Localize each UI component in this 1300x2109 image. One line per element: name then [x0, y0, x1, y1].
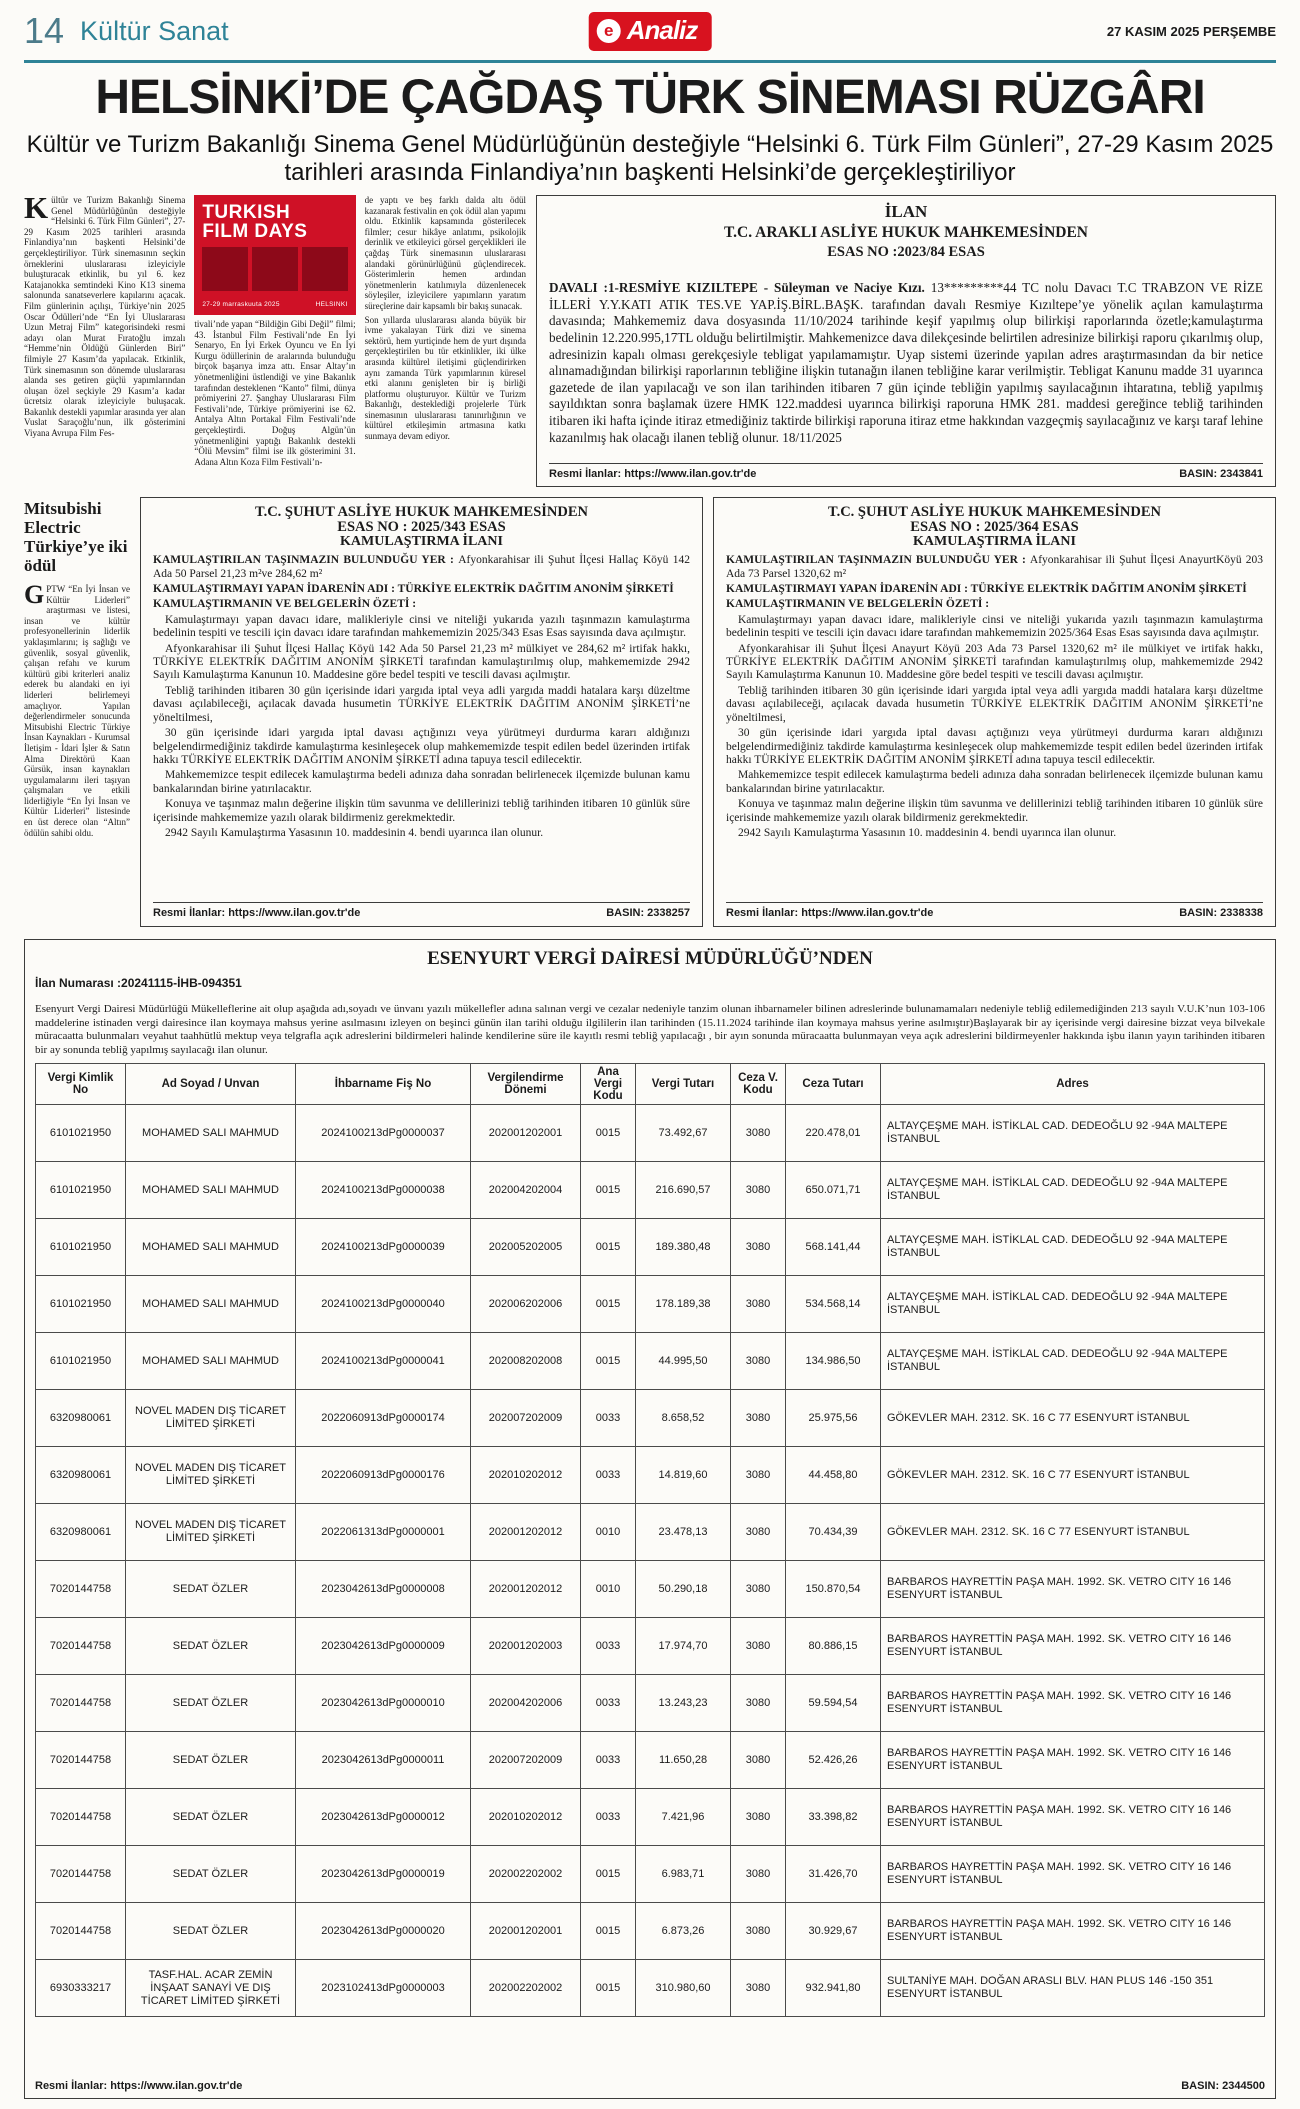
- table-cell: 31.426,70: [786, 1846, 881, 1903]
- table-cell: 7020144758: [36, 1903, 126, 1960]
- dropcap: K: [24, 195, 49, 225]
- press-code: BASIN: 2338257: [606, 906, 690, 919]
- table-cell: 6320980061: [36, 1447, 126, 1504]
- table-cell: 7020144758: [36, 1789, 126, 1846]
- main-headline: HELSİNKİ’DE ÇAĞDAŞ TÜRK SİNEMASI RÜZGÂRI: [95, 71, 1205, 124]
- table-row: [36, 1561, 1265, 1618]
- table-cell: 3080: [731, 1504, 786, 1561]
- table-row: [36, 1789, 1265, 1846]
- table-cell: SEDAT ÖZLER: [126, 1903, 296, 1960]
- table-cell: 44.995,50: [636, 1333, 731, 1390]
- column-header: Vergi Kimlik No: [36, 1064, 126, 1105]
- table-cell: ALTAYÇEŞME MAH. İSTİKLAL CAD. DEDEOĞLU 92 -94A MALTEPE İSTANBUL: [881, 1333, 1265, 1390]
- table-cell: SEDAT ÖZLER: [126, 1789, 296, 1846]
- masthead: [24, 6, 1276, 56]
- tax-table: [35, 1063, 1265, 2017]
- table-cell: NOVEL MADEN DIŞ TİCARET LİMİTED ŞİRKETİ: [126, 1504, 296, 1561]
- table-cell: 202006202006: [471, 1276, 581, 1333]
- table-cell: 3080: [731, 1105, 786, 1162]
- notice-number: İlan Numarası :20241115-İHB-094351: [35, 976, 242, 990]
- official-ads-link[interactable]: Resmi İlanlar: https://www.ilan.gov.tr'de: [153, 906, 361, 919]
- official-ads-link[interactable]: Resmi İlanlar: https://www.ilan.gov.tr'de: [35, 2080, 243, 2092]
- table-cell: 3080: [731, 1846, 786, 1903]
- table-cell: 3080: [731, 1219, 786, 1276]
- table-cell: 11.650,28: [636, 1732, 731, 1789]
- table-cell: 202001202001: [471, 1903, 581, 1960]
- notice-body: [549, 280, 1263, 446]
- table-cell: BARBAROS HAYRETTİN PAŞA MAH. 1992. SK. VETRO CITY 16 146 ESENYURT İSTANBUL: [881, 1903, 1265, 1960]
- table-cell: 3080: [731, 1276, 786, 1333]
- table-cell: 0015: [581, 1960, 636, 2017]
- table-cell: 0015: [581, 1276, 636, 1333]
- table-cell: 2023042613dPg0000019: [296, 1846, 471, 1903]
- table-cell: 73.492,67: [636, 1105, 731, 1162]
- table-header-row: [36, 1064, 1265, 1105]
- table-cell: 0015: [581, 1846, 636, 1903]
- table-row: [36, 1219, 1265, 1276]
- tax-office-notice: [24, 939, 1276, 2099]
- article-column-1: [24, 195, 185, 487]
- table-row: [36, 1960, 1265, 2017]
- official-ads-link[interactable]: Resmi İlanlar: https://www.ilan.gov.tr'de: [726, 906, 934, 919]
- table-cell: 0033: [581, 1447, 636, 1504]
- table-row: [36, 1162, 1265, 1219]
- table-cell: 202004202004: [471, 1162, 581, 1219]
- notice-paragraph: Kamulaştırmayı yapan davacı idare, malikleriyle cinsi ve niteliği yukarıda yazılı taşınmazın kamulaştırma bedelinin tespiti ve tescili için davacı idare tarafından mahkememizin 2025/343 Esas Esas sayısında dava açılmıştır.: [153, 613, 690, 640]
- table-cell: 0033: [581, 1789, 636, 1846]
- sidebar-title: Mitsubishi Electric Türkiye’ye iki ödül: [24, 499, 128, 575]
- poster-city: HELSINKI: [315, 301, 348, 309]
- table-cell: 2024100213dPg0000038: [296, 1162, 471, 1219]
- table-cell: 0015: [581, 1903, 636, 1960]
- table-cell: 0015: [581, 1162, 636, 1219]
- table-cell: 50.290,18: [636, 1561, 731, 1618]
- table-cell: 568.141,44: [786, 1219, 881, 1276]
- table-cell: 3080: [731, 1447, 786, 1504]
- table-cell: SEDAT ÖZLER: [126, 1846, 296, 1903]
- notice-footer: [549, 463, 1263, 480]
- table-cell: 202007202009: [471, 1390, 581, 1447]
- article-text: ültür ve Turizm Bakanlığı Sinema Genel Müdürlüğünün desteğiyle “Helsinki 6. Türk Film Günleri”, 27-29 Kasım 2025 tarihleri arasında Finlandiya’nın başkenti Helsinki’de gerçekleştiriliyor. Türk sinemasının seçkin örneklerini uluslararası izleyiciyle buluşturacak etkinlik, bu yıl 6. kez Katajanokka semtindeki Kino K13 sinema salonunda sanatseverlere kapılarını açacak. Film günlerinin açılışı, Türkiye’nin 2025 Oscar Ödülleri’nde “En İyi Uluslararası Uzun Metraj Film” kategorisindeki resmi adayı olan Murat Fıratoğlu imzalı “Hemme’nin Öldüğü Günlerden Biri” filmiyle 27 Kasım’da yapılacak. Etkinlik, Türk sinemasının son dönemde uluslararası alanda ses getiren güçlü yapımlarından oluşan özel seçkiyle 29 Kasım’a kadar ücretsiz olarak izleyiciyle buluşacak. Bakanlık destekli yapımlar arasında yer alan Vuslat Saraçoğlu’nun, ilk gösterimini Viyana Avrupa Film Fes-: [24, 195, 186, 439]
- table-cell: 7020144758: [36, 1732, 126, 1789]
- authority-line: KAMULAŞTIRMAYI YAPAN İDARENİN ADI : TÜRKİYE ELEKTRİK DAĞITIM ANONİM ŞİRKETİ: [153, 583, 674, 596]
- article-text: tivali’nde yapan “Bildiğin Gibi Değil” filmi; 43. İstanbul Film Festivali’nde En İyi Senaryo, En İyi Erkek Oyuncu ve En İyi Kurgu ödüllerinin de aralarında bulunduğu birçok başarıya imza attı. Ensar Altay’ın yönetmenliğini üstlendiği ve yine Bakanlık tarafından desteklenen “Kanto” filmi, dünya prömiyerini 27. Şanghay Uluslararası Film Festivali’nde, Türkiye prömiyerini ise 62. Antalya Altın Portakal Film Festivali’nde gerçekleştirdi. Doğuş Algün’ün yönetmenliğini yaptığı Bakanlık destekli “Ölü Mevsim” filmi ise ilk gösterimini 31. Adana Altın Koza Film Festivali’n-: [194, 319, 356, 467]
- column-header: Ad Soyad / Unvan: [126, 1064, 296, 1105]
- case-number: ESAS NO : 2025/364 ESAS: [910, 519, 1079, 536]
- column-header: Ceza Tutarı: [786, 1064, 881, 1105]
- table-cell: SEDAT ÖZLER: [126, 1675, 296, 1732]
- dropcap: G: [24, 580, 45, 609]
- table-cell: GÖKEVLER MAH. 2312. SK. 16 C 77 ESENYURT İSTANBUL: [881, 1504, 1265, 1561]
- column-header: Ana Vergi Kodu: [581, 1064, 636, 1105]
- table-cell: 202010202012: [471, 1789, 581, 1846]
- table-cell: 52.426,26: [786, 1732, 881, 1789]
- table-cell: 14.819,60: [636, 1447, 731, 1504]
- table-cell: 6101021950: [36, 1105, 126, 1162]
- notice-label: İLAN: [884, 202, 928, 221]
- table-cell: 7020144758: [36, 1561, 126, 1618]
- table-cell: ALTAYÇEŞME MAH. İSTİKLAL CAD. DEDEOĞLU 92 -94A MALTEPE İSTANBUL: [881, 1162, 1265, 1219]
- table-cell: MOHAMED SALI MAHMUD: [126, 1219, 296, 1276]
- table-cell: 70.434,39: [786, 1504, 881, 1561]
- poster-footer: [202, 300, 347, 311]
- table-cell: ALTAYÇEŞME MAH. İSTİKLAL CAD. DEDEOĞLU 92 -94A MALTEPE İSTANBUL: [881, 1276, 1265, 1333]
- table-cell: BARBAROS HAYRETTİN PAŞA MAH. 1992. SK. VETRO CITY 16 146 ESENYURT İSTANBUL: [881, 1675, 1265, 1732]
- table-cell: ALTAYÇEŞME MAH. İSTİKLAL CAD. DEDEOĞLU 92 -94A MALTEPE İSTANBUL: [881, 1219, 1265, 1276]
- table-cell: 7020144758: [36, 1846, 126, 1903]
- logo-emblem-icon: e: [597, 19, 621, 43]
- poster-title-line1: TURKISH: [202, 202, 291, 223]
- sidebar-body: [24, 580, 130, 838]
- table-row: [36, 1504, 1265, 1561]
- table-cell: 202007202009: [471, 1732, 581, 1789]
- court-name: T.C. ŞUHUT ASLİYE HUKUK MAHKEMESİNDEN: [827, 504, 1162, 520]
- press-code: BASIN: 2343841: [1179, 468, 1263, 480]
- table-cell: 59.594,54: [786, 1675, 881, 1732]
- table-cell: 13.243,23: [636, 1675, 731, 1732]
- authority-line: KAMULAŞTIRMAYI YAPAN İDARENİN ADI : TÜRKİYE ELEKTRİK DAĞITIM ANONİM ŞİRKETİ: [726, 583, 1247, 596]
- table-cell: BARBAROS HAYRETTİN PAŞA MAH. 1992. SK. VETRO CITY 16 146 ESENYURT İSTANBUL: [881, 1561, 1265, 1618]
- notice-footer: [35, 2076, 1265, 2092]
- tax-notice-intro: Esenyurt Vergi Dairesi Müdürlüğü Mükelleflerine ait olup aşağıda adı,soyadı ve ünvanı yazılı mükellefler adına salınan vergi ve cezalar nedeniyle tanzim olunan ihbarnameler bilinen adreslerinde bulunamamaları nedeniyle tebliğ edilemediğinden 213 sayılı V.U.K’nun 103-106 maddelerine istinaden vergi dairesince ilan koymaya mahsus yerine asılmasını izleyen on beşinci günün ilan tarihi olduğu ilgililerin ilan tarihinden (15.11.2024 tarihinde ilan koymaya mahsus yerine asılmıştır)Başlayarak bir ay içerisinde vergi dairesine bizzat veya bilvekale müracaatta bulunmaları veyahut taahhütlü mektup veya telgrafla açık adreslerini bildirmeleri halinde kendilerine süre ile kayıtlı resmi tebliğ yapılacağı , bir ayın sonunda müracaatta bulunmayan veya açık adreslerini bildirmeyenler hakkında işbu ilanın yayın tarihinden itibaren bir ay sonunda tebliğ yapılmış sayılacağı ilan olunur.: [35, 1003, 1265, 1056]
- table-cell: 0033: [581, 1732, 636, 1789]
- table-cell: 0033: [581, 1618, 636, 1675]
- table-row: [36, 1732, 1265, 1789]
- table-cell: GÖKEVLER MAH. 2312. SK. 16 C 77 ESENYURT İSTANBUL: [881, 1390, 1265, 1447]
- poster-dates: 27-29 marraskuuta 2025: [202, 301, 280, 309]
- notice-paragraph: Mahkememizce tespit edilecek kamulaştırma bedeli adınıza daha sonradan belirlenecek ilçemizde bulunan kamu bankalarından birine yatırılacaktır.: [153, 769, 690, 795]
- table-cell: 3080: [731, 1960, 786, 2017]
- official-ads-link[interactable]: Resmi İlanlar: https://www.ilan.gov.tr'de: [549, 468, 757, 480]
- table-cell: 2022060913dPg0000174: [296, 1390, 471, 1447]
- table-cell: BARBAROS HAYRETTİN PAŞA MAH. 1992. SK. VETRO CITY 16 146 ESENYURT İSTANBUL: [881, 1732, 1265, 1789]
- notice-paragraph: Konuya ve taşınmaz malın değerine ilişkin tüm savunma ve delillerinizi tebliğ tarihinden itibaren 10 günlük süre içerisinde mahkememize yazılı olarak bildirmeniz gerekmektedir.: [153, 798, 690, 824]
- notice-paragraph: Mahkememizce tespit edilecek kamulaştırma bedeli adınıza daha sonradan belirlenecek ilçemizde bulunan kamu bankalarından birine yatırılacaktır.: [726, 769, 1263, 795]
- table-cell: ALTAYÇEŞME MAH. İSTİKLAL CAD. DEDEOĞLU 92 -94A MALTEPE İSTANBUL: [881, 1105, 1265, 1162]
- table-cell: SEDAT ÖZLER: [126, 1561, 296, 1618]
- notice-text: 13*********44 TC nolu Davacı T.C TRABZON VE RİZE İLLERİ Y.Y.KATI ATIK TES.VE YAP.İŞ.BİRL.BAŞK. tarafından davalı Resmiye Kızıltepe’ye yönelik açılan kamulaştırma davasında; Mahkememiz dava dosyasında 11/10/2024 tarihinde keşif yapılmış olup bilirkişi raporlarında özetle;kamulaştırma bedelinin 12.220.995,17TL olduğu belirtilmiştir. Mahkemenizce dava dilekçesinde belirtilen adresinize bilirkişi raporu çıkarılmış olup, adresinizin kapalı olması gerekçesiyle tebligat yapılamamıştır. Uyap sistemi üzerinde yapılan adres araştırmasından da bir netice alınamadığından bilirkişi raporlarının tebliğine ilişkin tutanağın ilanen tebliğine karar verilmiştir. Tebligat Kanunu madde 31 uyarınca gazetede de ilan yapılacağı ve son ilan tarihinden itibaren 7 gün içinde tebliğin yapılmış sayılacağının ihtaratına, tebliğ yapılmış sayıldıktan sonra başlamak üzere HMK 122.maddesi uyarınca bilirkişi raporuna HMK 281. maddesi gereğince tebliğ tarihinden itibaren iki hafta içinde itiraz etmediğiniz taktirde bilirkişi raporuna itiraz etme hakkından vazgeçmiş sayılacağınız ve karşı taraf lehine kazanılmış hak olacağı ilanen tebliğ olunur. 18/11/2025: [549, 280, 1263, 445]
- table-cell: 650.071,71: [786, 1162, 881, 1219]
- table-cell: 202010202012: [471, 1447, 581, 1504]
- table-cell: 202004202006: [471, 1675, 581, 1732]
- logo-text: Analiz: [626, 15, 698, 45]
- table-cell: 534.568,14: [786, 1276, 881, 1333]
- notice-paragraph: 30 gün içerisinde idari yargıda iptal davası açtığınızı veya yürütmeyi durdurma kararı aldığınızı belgelendirmediğiniz takdirde kamulaştırma kesinleşecek olup mahkememizde tespit edilen bedel üzerinden irtifak hakkı TÜRKİYE ELEKTRİK DAĞITIM ANONİM ŞİRKETİ adına tapuya tescil edilecektir.: [726, 727, 1263, 766]
- table-cell: 6101021950: [36, 1276, 126, 1333]
- table-cell: 3080: [731, 1789, 786, 1846]
- table-cell: 202005202005: [471, 1219, 581, 1276]
- table-cell: 202002202002: [471, 1846, 581, 1903]
- table-cell: 202001202012: [471, 1504, 581, 1561]
- table-cell: 25.975,56: [786, 1390, 881, 1447]
- table-cell: 30.929,67: [786, 1903, 881, 1960]
- notice-paragraph: 30 gün içerisinde idari yargıda iptal davası açtığınızı veya yürütmeyi durdurma kararı aldığınızı belgelendirmediğiniz takdirde kamulaştırma kesinleşecek olup mahkememizde tespit edilen bedel üzerinden irtifak hakkı TÜRKİYE ELEKTRİK DAĞITIM ANONİM ŞİRKETİ adına tapuya tescil edilecektir.: [153, 727, 690, 766]
- table-cell: 6101021950: [36, 1219, 126, 1276]
- table-cell: 0010: [581, 1504, 636, 1561]
- table-cell: 0033: [581, 1390, 636, 1447]
- table-cell: 2023102413dPg0000003: [296, 1960, 471, 2017]
- table-cell: 216.690,57: [636, 1162, 731, 1219]
- table-cell: MOHAMED SALI MAHMUD: [126, 1105, 296, 1162]
- table-cell: 202002202002: [471, 1960, 581, 2017]
- issue-date: 27 KASIM 2025 PERŞEMBE: [1106, 23, 1276, 39]
- notice-type: KAMULAŞTIRMA İLANI: [913, 533, 1076, 549]
- table-cell: 17.974,70: [636, 1618, 731, 1675]
- table-cell: 0010: [581, 1561, 636, 1618]
- table-cell: 220.478,01: [786, 1105, 881, 1162]
- table-cell: 6.873,26: [636, 1903, 731, 1960]
- notice-paragraph: Konuya ve taşınmaz malın değerine ilişkin tüm savunma ve delillerinizi tebliğ tarihinden itibaren 10 günlük süre içerisinde mahkememize yazılı olarak bildirmeniz gerekmektedir.: [726, 798, 1263, 824]
- table-cell: 3080: [731, 1390, 786, 1447]
- article-text: Son yıllarda uluslararası alanda büyük bir ivme yakalayan Türk dizi ve sinema sektörü, hem yurtiçinde hem de yurt dışında gerçekleştirilen bu tür etkinlikler, iki ülke arasında kültürel iletişimi güçlendirirken aynı zamanda Türk yapımlarının küresel etki alanını genişleten bir iş birliği platformu oluşturuyor. Kültür ve Turizm Bakanlığı, desteklediği projelerle Türk sinemasının uluslararası tanınırlığının ve kültürel etkileşimin artmasına katkı sunmaya devam ediyor.: [364, 314, 526, 442]
- table-cell: NOVEL MADEN DIŞ TİCARET LİMİTED ŞİRKETİ: [126, 1390, 296, 1447]
- table-cell: SEDAT ÖZLER: [126, 1732, 296, 1789]
- table-cell: BARBAROS HAYRETTİN PAŞA MAH. 1992. SK. VETRO CITY 16 146 ESENYURT İSTANBUL: [881, 1846, 1265, 1903]
- expropriation-notice-364: [713, 497, 1276, 927]
- summary-label: KAMULAŞTIRMANIN VE BELGELERİN ÖZETİ :: [153, 598, 417, 611]
- table-cell: 178.189,38: [636, 1276, 731, 1333]
- article-column-2: [194, 195, 355, 487]
- poster-title-line2: FILM DAYS: [202, 221, 308, 242]
- page-number: 14: [24, 10, 65, 51]
- table-row: [36, 1846, 1265, 1903]
- film-days-poster: [194, 195, 355, 315]
- notice-footer: [153, 902, 690, 920]
- table-cell: 150.870,54: [786, 1561, 881, 1618]
- table-cell: 2024100213dPg0000040: [296, 1276, 471, 1333]
- table-row: [36, 1333, 1265, 1390]
- table-cell: 33.398,82: [786, 1789, 881, 1846]
- table-row: [36, 1105, 1265, 1162]
- notice-paragraph: 2942 Sayılı Kamulaştırma Yasasının 10. maddesinin 4. bendi uyarınca ilan olunur.: [165, 826, 544, 839]
- table-cell: 3080: [731, 1618, 786, 1675]
- table-cell: BARBAROS HAYRETTİN PAŞA MAH. 1992. SK. VETRO CITY 16 146 ESENYURT İSTANBUL: [881, 1618, 1265, 1675]
- table-cell: MOHAMED SALI MAHMUD: [126, 1162, 296, 1219]
- table-cell: 2022060913dPg0000176: [296, 1447, 471, 1504]
- middle-section: [24, 497, 1276, 927]
- table-cell: 310.980,60: [636, 1960, 731, 2017]
- table-cell: 134.986,50: [786, 1333, 881, 1390]
- table-cell: 0015: [581, 1333, 636, 1390]
- table-row: [36, 1903, 1265, 1960]
- subheadline: Kültür ve Turizm Bakanlığı Sinema Genel Müdürlüğünün desteğiyle “Helsinki 6. Türk Film Günleri”, 27-29 Kasım 2025 tarihleri arasında Finlandiya’nın başkenti Helsinki’de gerçekleştiriliyor: [26, 131, 1274, 186]
- column-header: Vergilendirme Dönemi: [471, 1064, 581, 1105]
- legal-notice-arakli: [536, 195, 1276, 487]
- location-line: KAMULAŞTIRILAN TAŞINMAZIN BULUNDUĞU YER : Afyonkarahisar ili Şuhut İlçesi Hallaç Köyü 142 Ada 50 Parsel 21,23 m²ve 284,62 m²: [153, 554, 690, 580]
- masthead-divider: [24, 60, 1276, 63]
- table-cell: 3080: [731, 1732, 786, 1789]
- lead-article: [24, 195, 526, 487]
- poster-title: [194, 195, 355, 241]
- table-cell: 3080: [731, 1561, 786, 1618]
- table-cell: 202008202008: [471, 1333, 581, 1390]
- table-cell: 202001202001: [471, 1105, 581, 1162]
- section-title: Kültür Sanat: [80, 15, 229, 46]
- table-cell: 6930333217: [36, 1960, 126, 2017]
- table-row: [36, 1675, 1265, 1732]
- table-cell: MOHAMED SALI MAHMUD: [126, 1333, 296, 1390]
- table-cell: 6101021950: [36, 1162, 126, 1219]
- sidebar-article: [24, 497, 130, 927]
- table-cell: 2023042613dPg0000012: [296, 1789, 471, 1846]
- table-cell: 8.658,52: [636, 1390, 731, 1447]
- column-header: Adres: [881, 1064, 1265, 1105]
- table-cell: 189.380,48: [636, 1219, 731, 1276]
- table-cell: 2024100213dPg0000041: [296, 1333, 471, 1390]
- column-header: Ceza V. Kodu: [731, 1064, 786, 1105]
- table-cell: SULTANİYE MAH. DOĞAN ARASLI BLV. HAN PLUS 146 -150 351 ESENYURT İSTANBUL: [881, 1960, 1265, 2017]
- table-cell: 2023042613dPg0000009: [296, 1618, 471, 1675]
- table-cell: 7.421,96: [636, 1789, 731, 1846]
- table-cell: 6101021950: [36, 1333, 126, 1390]
- press-code: BASIN: 2344500: [1181, 2080, 1265, 2092]
- table-cell: 3080: [731, 1675, 786, 1732]
- press-code: BASIN: 2338338: [1179, 906, 1263, 919]
- notice-paragraph: Kamulaştırmayı yapan davacı idare, malikleriyle cinsi ve niteliği yukarıda yazılı taşınmazın kamulaştırma bedelinin tespiti ve tescili için davacı idare tarafından mahkememizin 2025/364 Esas Esas sayısında dava açılmıştır.: [726, 613, 1263, 640]
- notice-paragraph: Afyonkarahisar ili Şuhut İlçesi Anayurt Köyü 203 Ada 73 Parsel 1320,62 m² ile mülkiyet ve irtifak hakkı, TÜRKİYE ELEKTRİK DAĞITIM ANONİM ŞİRKETİ tarafından kamulaştırılmış olup, mahkememizde 2942 Sayılı Kamulaştırma Kanunun 10. Maddesine göre bedel tespiti ve tescili davası açılmıştır.: [726, 642, 1263, 682]
- table-cell: 3080: [731, 1903, 786, 1960]
- table-row: [36, 1276, 1265, 1333]
- poster-photo-strip: [202, 247, 347, 291]
- notice-footer: [726, 902, 1263, 920]
- lead-section: [24, 195, 1276, 487]
- table-cell: 2023042613dPg0000010: [296, 1675, 471, 1732]
- table-row: [36, 1447, 1265, 1504]
- table-cell: NOVEL MADEN DIŞ TİCARET LİMİTED ŞİRKETİ: [126, 1447, 296, 1504]
- table-cell: 6.983,71: [636, 1846, 731, 1903]
- table-cell: 6320980061: [36, 1504, 126, 1561]
- table-cell: 7020144758: [36, 1618, 126, 1675]
- court-name: T.C. ARAKLI ASLİYE HUKUK MAHKEMESİNDEN: [723, 224, 1088, 241]
- column-header: Vergi Tutarı: [636, 1064, 731, 1105]
- table-cell: GÖKEVLER MAH. 2312. SK. 16 C 77 ESENYURT İSTANBUL: [881, 1447, 1265, 1504]
- table-cell: BARBAROS HAYRETTİN PAŞA MAH. 1992. SK. VETRO CITY 16 146 ESENYURT İSTANBUL: [881, 1789, 1265, 1846]
- table-cell: 6320980061: [36, 1390, 126, 1447]
- tax-notice-title: ESENYURT VERGİ DAİRESİ MÜDÜRLÜĞÜ’NDEN: [427, 948, 873, 969]
- table-cell: 3080: [731, 1162, 786, 1219]
- summary-label: KAMULAŞTIRMANIN VE BELGELERİN ÖZETİ :: [726, 598, 990, 611]
- table-cell: 2024100213dPg0000039: [296, 1219, 471, 1276]
- notice-type: KAMULAŞTIRMA İLANI: [340, 533, 503, 549]
- table-cell: 3080: [731, 1333, 786, 1390]
- table-cell: 80.886,15: [786, 1618, 881, 1675]
- table-cell: 2023042613dPg0000020: [296, 1903, 471, 1960]
- table-cell: 0015: [581, 1105, 636, 1162]
- table-row: [36, 1390, 1265, 1447]
- location-line: KAMULAŞTIRILAN TAŞINMAZIN BULUNDUĞU YER : Afyonkarahisar ili Şuhut İlçesi AnayurtKöyü 203 Ada 73 Parsel 1320,62 m²: [726, 554, 1263, 580]
- table-cell: 0015: [581, 1219, 636, 1276]
- table-cell: SEDAT ÖZLER: [126, 1618, 296, 1675]
- table-cell: 2024100213dPg0000037: [296, 1105, 471, 1162]
- table-cell: 0033: [581, 1675, 636, 1732]
- notice-paragraph: Afyonkarahisar ili Şuhut İlçesi Hallaç Köyü 142 Ada 50 Parsel 21,23 m² mülkiyet ve 284,62 m² irtifak hakkı, TÜRKİYE ELEKTRİK DAĞITIM ANONİM ŞİRKETİ tarafından kamulaştırılmış olup, mahkememizde 2942 Sayılı Kamulaştırma Kanunun 10. Maddesine göre bedel tespiti ve tescili davası açılmıştır.: [153, 642, 690, 682]
- column-header: İhbarname Fiş No: [296, 1064, 471, 1105]
- article-column-3: [365, 195, 526, 487]
- table-cell: 23.478,13: [636, 1504, 731, 1561]
- expropriation-notice-343: [140, 497, 703, 927]
- table-cell: 44.458,80: [786, 1447, 881, 1504]
- table-cell: 2023042613dPg0000008: [296, 1561, 471, 1618]
- table-cell: 2023042613dPg0000011: [296, 1732, 471, 1789]
- table-cell: TASF.HAL. ACAR ZEMİN İNŞAAT SANAYİ VE DIŞ TİCARET LİMİTED ŞİRKETİ: [126, 1960, 296, 2017]
- case-number: ESAS NO : 2025/343 ESAS: [337, 519, 506, 536]
- notice-paragraph: Tebliğ tarihinden itibaren 30 gün içerisinde idari yargıda iptal veya adli yargıda maddi hatalara karşı düzeltme davası açılabileceği, açılacak davada husumetin TÜRKİYE ELEKTRİK DAĞITIM ANONİM ŞİRKETİ’ne yöneltilmesi,: [726, 684, 1263, 724]
- table-cell: 202001202003: [471, 1618, 581, 1675]
- table-cell: 2022061313dPg0000001: [296, 1504, 471, 1561]
- table-cell: 7020144758: [36, 1675, 126, 1732]
- table-row: [36, 1618, 1265, 1675]
- article-text: de yaptı ve beş farklı dalda altı ödül kazanarak festivalin en çok ödül alan yapımı oldu. Etkinlik kapsamında gösterilecek filmler; cesur hikâye anlatımı, psikolojik derinlik ve etkileyici görsel gerçeklikleri ile çağdaş Türk sinemasının uluslararası alandaki görünürlüğünü güçlendirecek. Gösterimlerin hemen ardından yönetmenlerin katılımıyla düzenlenecek söyleşiler, izleyicilere yapımların yaratım süreçlerine dair kapsamlı bir bakış sunacak.: [364, 195, 526, 311]
- analiz-logo: [589, 12, 712, 51]
- table-cell: MOHAMED SALI MAHMUD: [126, 1276, 296, 1333]
- table-cell: 932.941,80: [786, 1960, 881, 2017]
- case-number: ESAS NO :2023/84 ESAS: [827, 244, 985, 260]
- court-name: T.C. ŞUHUT ASLİYE HUKUK MAHKEMESİNDEN: [254, 504, 589, 520]
- notice-paragraph: 2942 Sayılı Kamulaştırma Yasasının 10. maddesinin 4. bendi uyarınca ilan olunur.: [738, 826, 1117, 839]
- table-cell: 202001202012: [471, 1561, 581, 1618]
- defendant-label: DAVALI :1-RESMİYE KIZILTEPE - Süleyman ve Naciye Kızı.: [549, 280, 931, 296]
- sidebar-text: PTW “En İyi İnsan ve Kültür Liderleri” araştırması ve listesi, insan ve kültür profesyonellerinin liderlik yaklaşımlarını; iş sağlığı ve güvenlik, sosyal güvenlik, çalışan refahı ve kurum kültürü gibi kriterleri analiz ederek bu alandaki en iyi liderleri belirlemeyi amaçlıyor. Yapılan değerlendirmeler sonucunda Mitsubishi Electric Türkiye İnsan Kaynakları - Kurumsal İletişim - İdari İşler & Satın Alma Direktörü Kaan Gürsük, insan kaynakları uygulamalarını ileri taşıyan çalışmaları ve etkili liderliğiyle “En İyi İnsan ve Kültür Liderleri” listesinde en üst derece olan “Altın” ödülün sahibi oldu.: [24, 584, 130, 838]
- notice-paragraph: Tebliğ tarihinden itibaren 30 gün içerisinde idari yargıda iptal veya adli yargıda maddi hatalara karşı düzeltme davası açılabileceği, açılacak davada husumetin TÜRKİYE ELEKTRİK DAĞITIM ANONİM ŞİRKETİ’ne yöneltilmesi,: [153, 684, 690, 724]
